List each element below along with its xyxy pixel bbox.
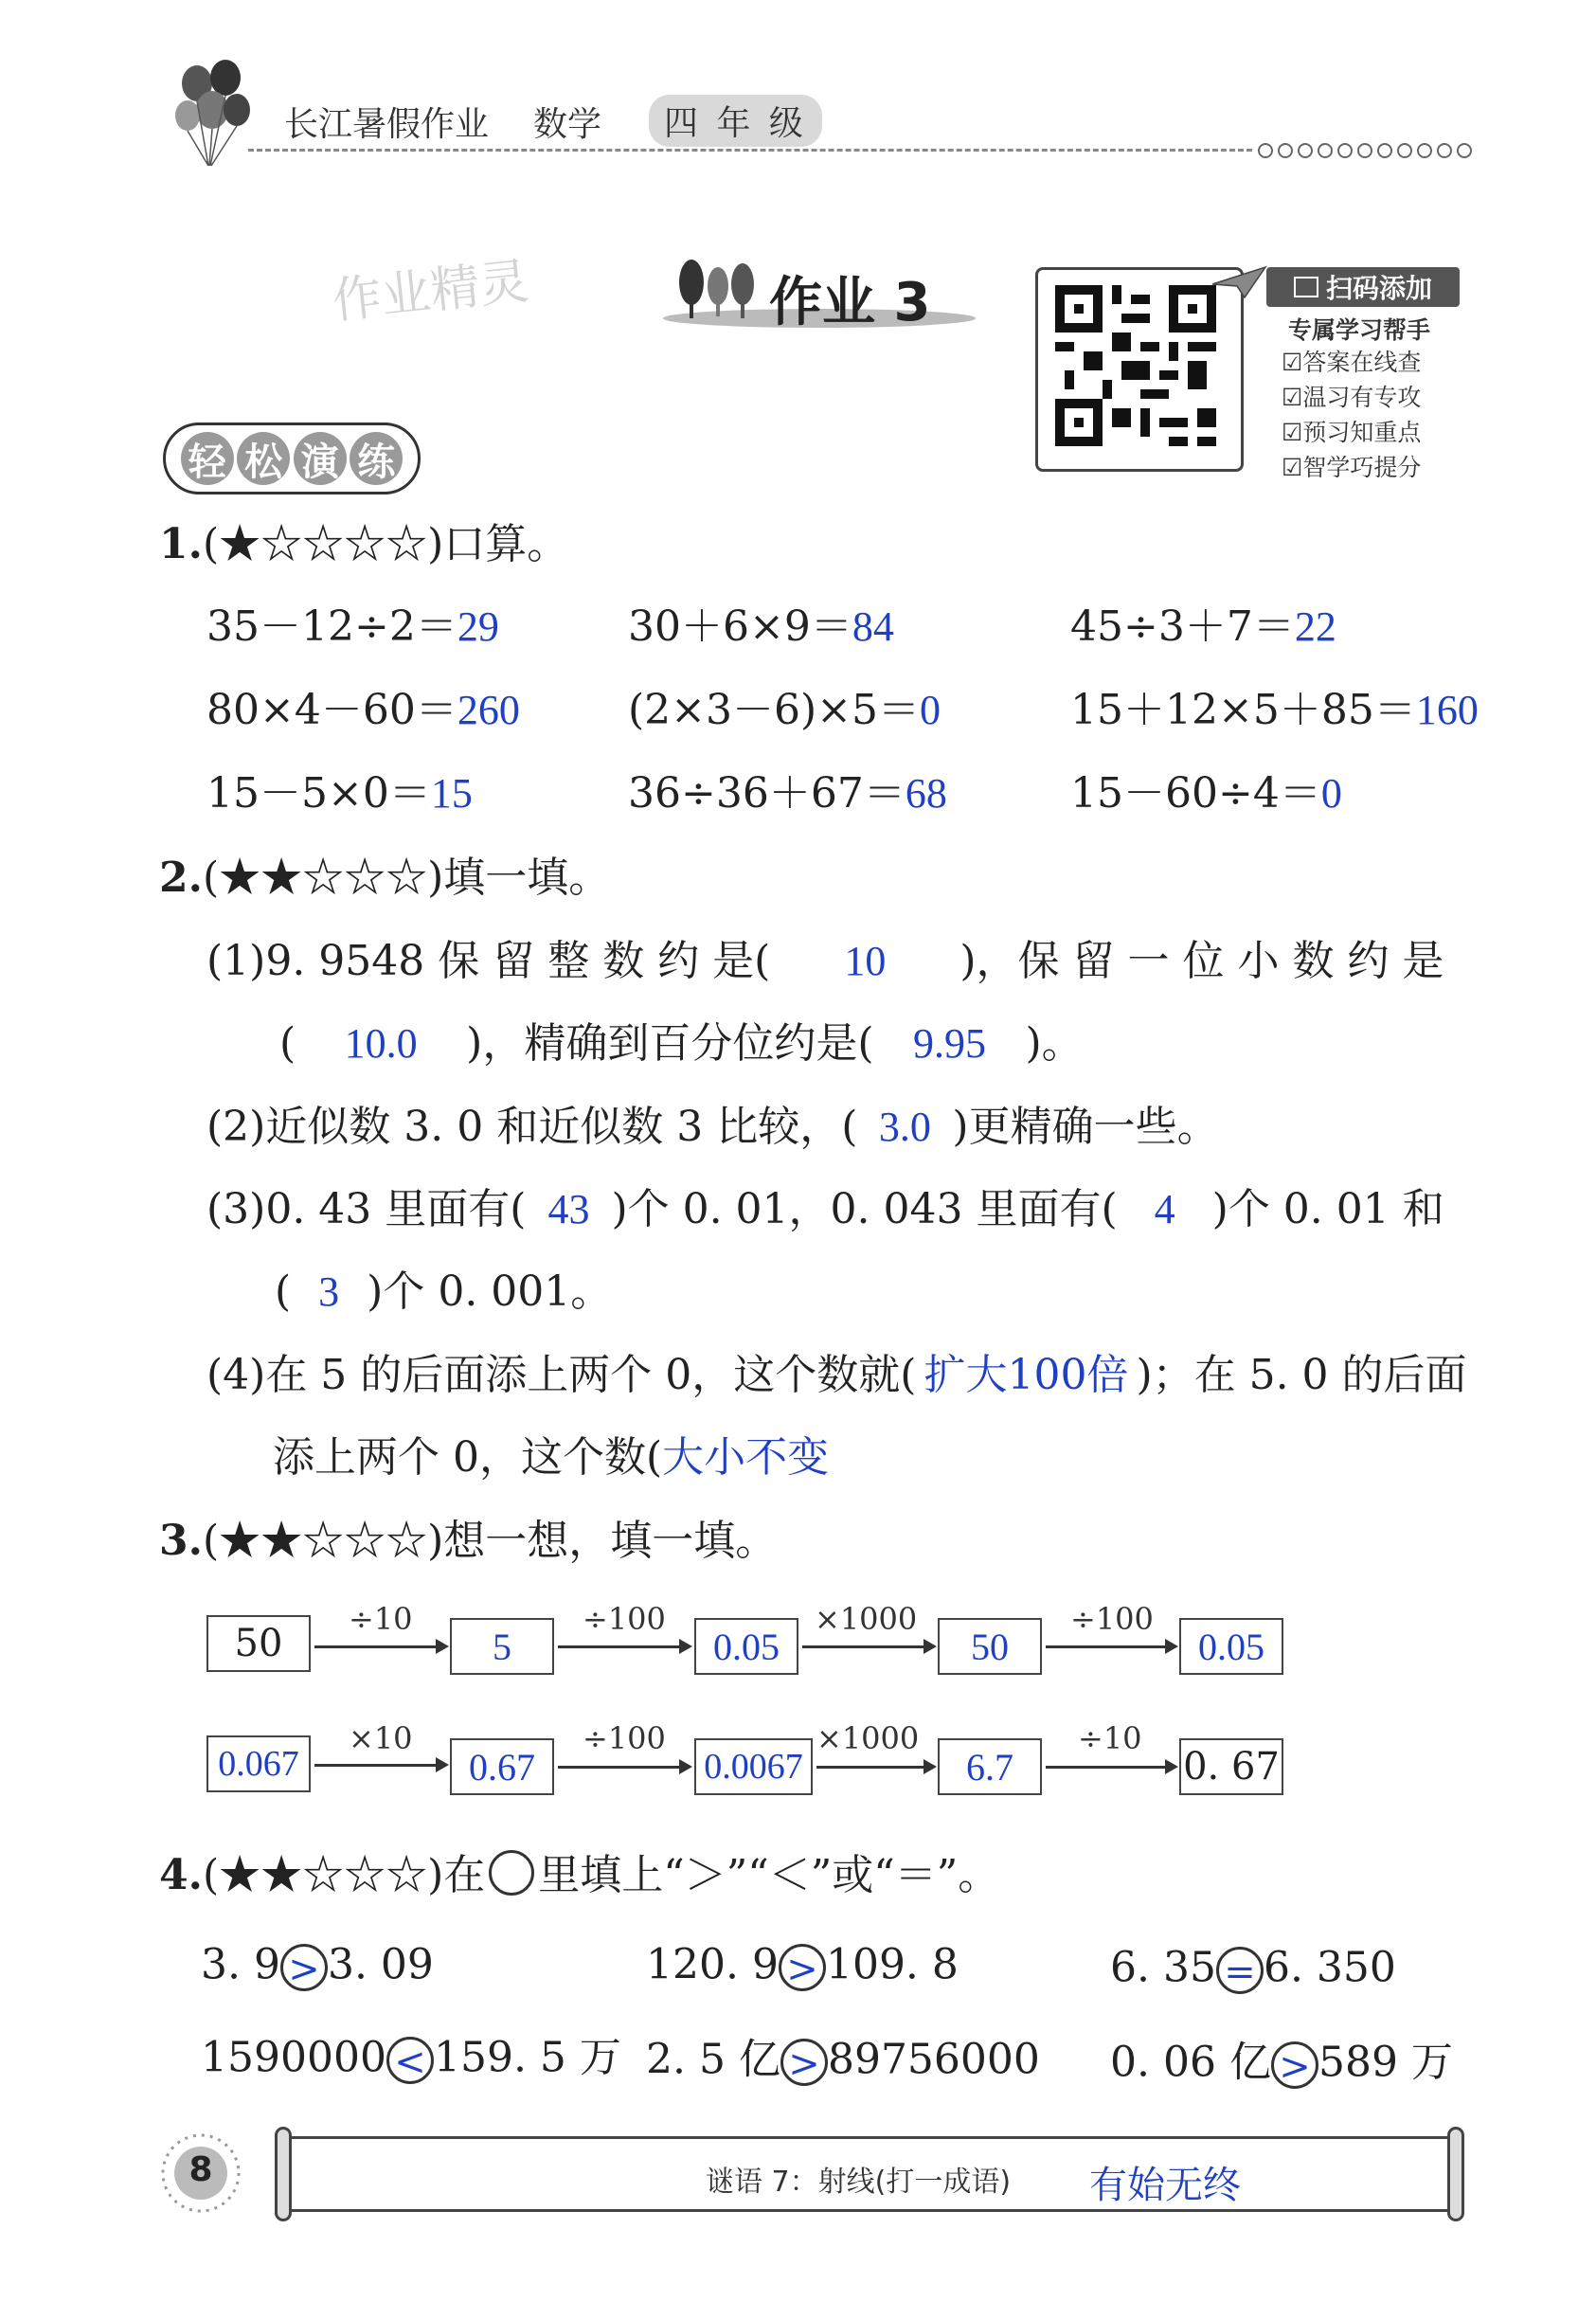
qr-code-icon[interactable] xyxy=(1055,285,1216,446)
arrow-icon xyxy=(802,1645,931,1648)
operation-label: ÷10 xyxy=(1078,1720,1142,1756)
comparison-circle: = xyxy=(1216,1947,1264,1994)
qr-feature-list xyxy=(1282,345,1421,485)
operation-label: ÷10 xyxy=(349,1601,413,1637)
arrow-icon xyxy=(1046,1766,1173,1769)
q1-heading: 1.(★☆☆☆☆)口算。 xyxy=(159,520,569,568)
scan-add-label: 扫码添加 xyxy=(1325,273,1432,304)
q1-item: 45÷3＋7＝22 xyxy=(1070,602,1336,651)
answer-blank: 9.95 xyxy=(913,1020,987,1067)
chain-answer-box: 50 xyxy=(938,1618,1042,1675)
arrow-icon xyxy=(1046,1645,1173,1648)
riddle-answer: 有始无终 xyxy=(1089,2164,1241,2207)
watermark-logo: 作业精灵 xyxy=(330,253,532,331)
chain-answer-box: 6.7 xyxy=(938,1738,1042,1795)
check-icon: ☑ xyxy=(1282,419,1303,446)
comparison-circle: < xyxy=(386,2037,434,2084)
subject-label: 数学 xyxy=(533,105,602,144)
q4-item: 3. 9 > 3. 09 xyxy=(201,1940,434,1991)
arrow-icon xyxy=(816,1766,931,1769)
qr-feature-item: ☑预习知重点 xyxy=(1282,419,1422,446)
q4-item: 120. 9 > 109. 8 xyxy=(646,1940,959,1991)
arrow-icon xyxy=(314,1645,443,1648)
answer-blank: 10.0 xyxy=(344,1020,418,1067)
answer-blank: 3 xyxy=(318,1268,340,1315)
answer-blank: 3.0 xyxy=(878,1104,931,1150)
page-number: 8 xyxy=(188,2150,213,2189)
qr-subtitle: 专属学习帮手 xyxy=(1288,316,1431,344)
q2-part4-line1: (4)在 5 的后面添上两个 0，这个数就( 扩大100倍 )；在 5. 0 的后面 xyxy=(206,1351,1467,1399)
q2-part1-line1: (1)9. 9548 保 留 整 数 约 是( 10 )，保 留 一 位 小 数 约 是 xyxy=(206,937,1444,985)
header-divider xyxy=(248,149,1252,152)
section-title: 轻 松 演 练 xyxy=(163,422,421,494)
operation-label: ÷100 xyxy=(1070,1601,1154,1637)
qr-feature-item: ☑温习有专攻 xyxy=(1282,384,1422,411)
chain-answer-box: 0.067 xyxy=(206,1735,311,1792)
q2-part3-line1: (3)0. 43 里面有( 43 )个 0. 01，0. 043 里面有( 4 )个 0. 01 和 xyxy=(206,1185,1444,1233)
q2-heading: 2.(★★☆☆☆)填一填。 xyxy=(159,854,611,902)
book-title: 长江暑假作业 xyxy=(284,105,490,144)
paper-plane-icon xyxy=(1210,263,1267,305)
answer-blank: 大小不变 xyxy=(662,1433,830,1482)
q2-part4-line2: 添上两个 0，这个数(大小不变 xyxy=(273,1433,830,1482)
operation-label: ÷100 xyxy=(583,1601,666,1637)
q4-item: 0. 06 亿 > 589 万 xyxy=(1110,2038,1453,2089)
check-icon: ☑ xyxy=(1282,349,1303,376)
chain-answer-box: 0.05 xyxy=(694,1618,798,1675)
chain-box: 0. 67 xyxy=(1179,1738,1283,1795)
q1-item: (2×3－6)×5＝0 xyxy=(628,686,941,734)
answer-blank: 4 xyxy=(1154,1186,1175,1232)
q1-item: 15＋12×5＋85＝160 xyxy=(1070,686,1479,734)
riddle-text: 谜语 7：射线(打一成语) xyxy=(706,2166,1012,2199)
q4-item: 2. 5 亿 > 89756000 xyxy=(646,2035,1040,2086)
arrow-icon xyxy=(558,1766,687,1769)
comparison-circle: > xyxy=(779,1944,826,1991)
grade-label: 四 年 级 xyxy=(649,95,822,147)
chain-box: 50 xyxy=(206,1615,311,1672)
q4-item: 1590000 < 159. 5 万 xyxy=(201,2033,621,2084)
operation-label: ÷100 xyxy=(583,1720,666,1756)
q1-item: 80×4－60＝260 xyxy=(206,686,520,734)
q1-item: 15－60÷4＝0 xyxy=(1070,769,1342,818)
chain-answer-box: 0.67 xyxy=(450,1738,554,1795)
q1-item: 35－12÷2＝29 xyxy=(206,602,499,651)
answer-blank: 43 xyxy=(547,1186,590,1232)
arrow-icon xyxy=(314,1764,443,1767)
qr-feature-item: ☑智学巧提分 xyxy=(1282,454,1422,481)
arrow-icon xyxy=(558,1645,687,1648)
q3-heading: 3.(★★☆☆☆)想一想，填一填。 xyxy=(159,1517,778,1565)
chain-answer-box: 0.05 xyxy=(1179,1618,1283,1675)
q1-item: 30＋6×9＝84 xyxy=(628,602,894,651)
q4-heading: 4.(★★☆☆☆)在 里填上“＞”“＜”或“＝”。 xyxy=(159,1851,1000,1899)
q2-part3-line2: ( 3 )个 0. 001。 xyxy=(275,1267,613,1316)
operation-label: ×10 xyxy=(349,1720,413,1756)
answer-blank: 10 xyxy=(844,938,887,984)
chain-answer-box: 0.0067 xyxy=(694,1738,813,1795)
answer-blank: 扩大100倍 xyxy=(924,1351,1129,1399)
q1-item: 15－5×0＝15 xyxy=(206,769,473,818)
comparison-circle: > xyxy=(280,1944,328,1991)
q4-item: 6. 35 = 6. 350 xyxy=(1110,1943,1396,1994)
balloons-icon xyxy=(170,57,256,174)
q1-item: 36÷36＋67＝68 xyxy=(628,769,947,818)
scroll-end-left xyxy=(275,2127,292,2221)
scan-icon xyxy=(1294,277,1318,297)
q2-part2: (2)近似数 3. 0 和近似数 3 比较，( 3.0 )更精确一些。 xyxy=(206,1103,1219,1151)
q2-part1-line2: ( 10.0 )，精确到百分位约是( 9.95 )。 xyxy=(279,1019,1084,1068)
check-icon: ☑ xyxy=(1282,454,1303,481)
scan-add-button[interactable] xyxy=(1266,267,1460,307)
comparison-circle: > xyxy=(1271,2041,1318,2089)
chain-answer-box: 5 xyxy=(450,1618,554,1675)
operation-label: ×1000 xyxy=(816,1720,920,1756)
assignment-title: 作业 3 xyxy=(769,272,931,333)
comparison-circle: > xyxy=(780,2039,828,2086)
page-number-badge xyxy=(159,2131,242,2215)
check-icon: ☑ xyxy=(1282,384,1303,411)
circle-icon xyxy=(489,1850,534,1896)
operation-label: ×1000 xyxy=(815,1601,918,1637)
scroll-end-right xyxy=(1447,2127,1464,2221)
qr-feature-item: ☑答案在线查 xyxy=(1282,349,1422,376)
